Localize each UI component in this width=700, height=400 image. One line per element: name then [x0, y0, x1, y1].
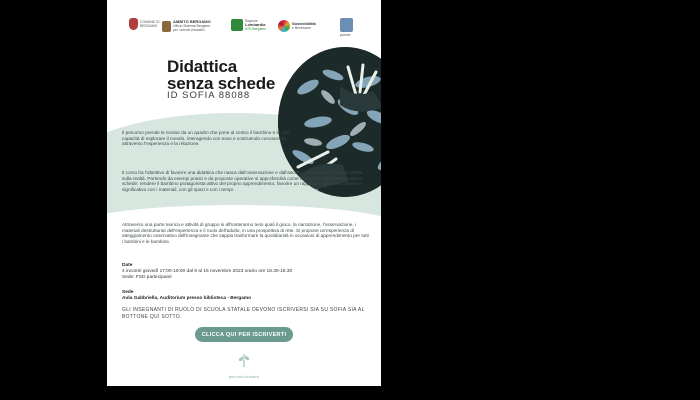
flyer: [107, 0, 381, 386]
regione-logo: [231, 19, 266, 31]
regione-line1: Regione: [245, 19, 258, 23]
enrollment-notice: GLI INSEGNANTI DI RUOLO DI SCUOLA STATALE DEVONO ISCRIVERSI SIA SU SOFIA SIA AL BOTTONE QUI SOTTO.: [122, 307, 365, 320]
municipality-line2: BERGAMO: [140, 24, 158, 28]
subtitle: ID SOFIA 88088: [167, 90, 251, 101]
dates-section: [122, 263, 292, 281]
place-label: Sede: [122, 290, 134, 295]
place-text: Aula Gabbriella, Auditorium presso biblioteca - Bergamo: [122, 296, 252, 301]
ambito-icon: [162, 21, 171, 32]
dates-extra: Sede: FSD partecipanti: [122, 275, 172, 280]
sostenibilita-line1: Sostenibilità: [292, 21, 316, 26]
sprout-icon: [237, 354, 251, 368]
intro-paragraph: Il percorso prende le mosse da un quadro che pone al centro il bambino e la sua capacità di esplorare il mondo, interagendo con esso e costruendo conoscenze attraverso l'esperienza e la relazione.: [122, 130, 290, 147]
regione-line3: ATS Bergamo: [245, 27, 267, 31]
footer-logo: [224, 354, 264, 379]
title-line2: senza schede: [167, 74, 276, 93]
bottom-strip: [0, 395, 700, 400]
ambito-line3: per i servizi educativi: [173, 28, 205, 32]
dates-label: Date: [122, 263, 133, 268]
dates-text: 4 incontri giovedì 17:00-19:00 dal 9 al 16 novembre 2023 orario ore 16.30-18.30: [122, 269, 293, 274]
methods-paragraph: Attraverso una parte teorica e attività di gruppo si affronteranno temi quali il gioco, la narrazione, l'osservazione, i materiali destrutturati dell'esperienza e il ruolo dell'adulto, in una prospettiva di rete. Si propone un'esperienza di atteggiamento osservativo dell'insegnante che sappia trasformare la quotidianità in occasioni di apprendimento per tutti i bambini e le bambine.: [122, 222, 369, 245]
sostenibilita-logo: [278, 20, 316, 32]
municipality-line1: COMUNE DI: [140, 20, 160, 24]
municipality-logo: [129, 18, 159, 30]
title-line1: Didattica: [167, 57, 237, 76]
page-title: [167, 58, 275, 92]
partner-logo: [340, 18, 353, 37]
footer-text: percorsi formativi: [228, 374, 260, 379]
ambito-line2: Ufficio Sistema Bergamo: [173, 24, 211, 28]
partner-caption: partner: [340, 33, 351, 37]
ambito-line1: AMBITO BERGAMO: [173, 19, 211, 24]
sdg-wheel-icon: [278, 20, 290, 32]
place-section: [122, 290, 251, 302]
regione-line2: Lombardia: [245, 22, 266, 27]
logo-bar: [107, 16, 381, 44]
objectives-paragraph: Il corso ha l'obiettivo di favorire una didattica che nasca dall'osservazione e dall'ascolto, valorizzando l'azione diretta sulla realtà. Partendo da esempi pratici e da proposte operative si approfondirà come realizzare una didattica senza schede: rendere il bambino protagonista attivo del proprio apprendimento, favorire un rapporto esplorativo, aperto e significativo con i materiali, con gli spazi e con i tempi.: [122, 170, 363, 193]
partner-icon: [340, 18, 353, 32]
sostenibilita-line2: e Benessere: [292, 26, 312, 30]
ambito-logo: [162, 20, 211, 32]
regione-icon: [231, 19, 243, 31]
coat-of-arms-icon: [129, 18, 138, 30]
enroll-button[interactable]: CLICCA QUI PER ISCRIVERTI: [195, 327, 293, 342]
